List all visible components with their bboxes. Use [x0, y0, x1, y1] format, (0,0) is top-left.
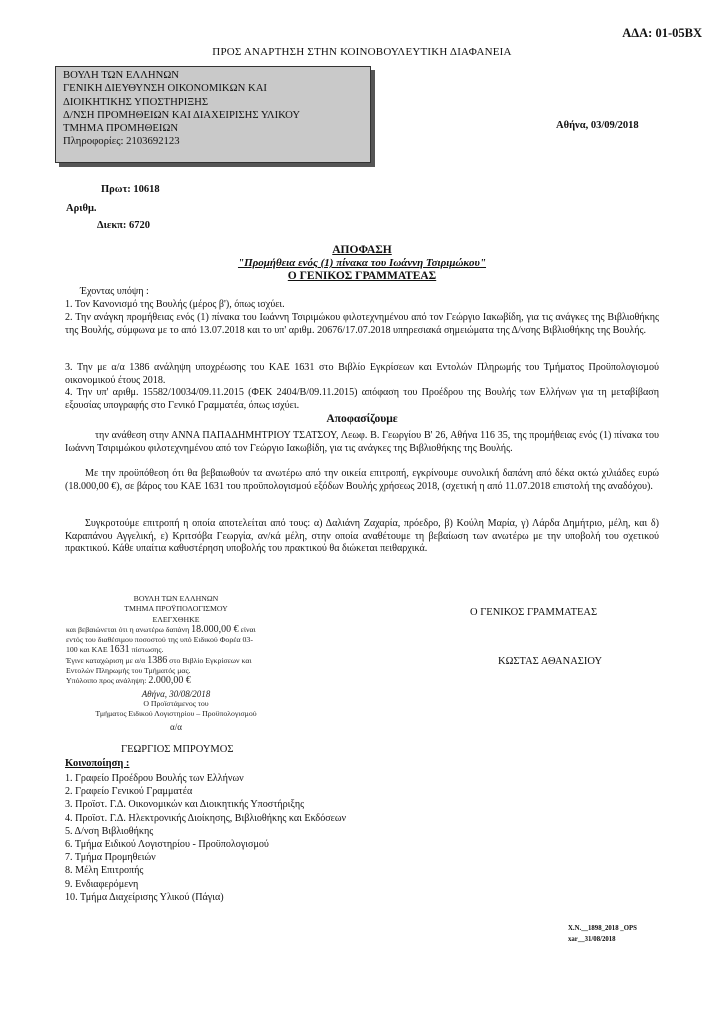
- list-item: 1. Γραφείο Προέδρου Βουλής των Ελλήνων: [65, 773, 244, 784]
- document-subject: "Προμήθεια ενός (1) πίνακα του Ιωάννη Τσιριμώκου": [237, 257, 487, 269]
- signatory-name: ΚΩΣΤΑΣ ΑΘΑΝΑΣΙΟΥ: [498, 656, 603, 667]
- stamp-line: 100 και ΚΑΕ 1631 πίστωσης.: [66, 644, 164, 656]
- list-item: 10. Τμήμα Διαχείρισης Υλικού (Πάγια): [65, 891, 224, 903]
- stamp-line: εντός του διαθέσιμου ποσοστού της υπό Ειδικού Φορέα 03-: [66, 635, 253, 645]
- issuer-title: Ο ΓΕΝΙΚΟΣ ΓΡΑΜΜΑΤΕΑΣ: [287, 270, 437, 282]
- stamp-line: Τμήματος Ειδικού Λογιστηρίου – Προϋπολογισμού: [95, 709, 257, 719]
- considering-item: 3. Την με α/α 1386 ανάληψη υποχρέωσης του ΚΑΕ 1631 στο Βιβλίο Εγκρίσεων και Εντολών Πληρωμής του Τμήματος Προϋπολογισμού οικονομικού έτους 2018.: [65, 362, 659, 386]
- sender-header-box: [55, 66, 371, 163]
- header-line: ΔΙΟΙΚΗΤΙΚΗΣ ΥΠΟΣΤΗΡΙΞΗΣ: [63, 95, 209, 108]
- signatory-title: Ο ΓΕΝΙΚΟΣ ΓΡΑΜΜΑΤΕΑΣ: [470, 607, 598, 618]
- protocol-arithm-label: Αριθμ.: [66, 203, 97, 214]
- list-item: 7. Τμήμα Προμηθειών: [65, 852, 156, 864]
- considering-item: 2. Την ανάγκη προμήθειας ενός (1) πίνακα του Ιωάννη Τσιριμώκου φιλοτεχνημένου από τον Γεώργιο Ιακωβίδη, για τις ανάγκες της Βιβλιοθήκης της Βουλής, σύμφωνα με το από 13.07.2018 και το υπ' αριθμ. 20676/17.07.2018 υπηρεσιακά σημειώματα της Δ/νσης Βιβλιοθήκης της Βουλής.: [65, 312, 659, 336]
- stamp-line: α/α: [170, 721, 182, 732]
- place-date: Αθήνα, 03/09/2018: [556, 120, 639, 131]
- decision-paragraph: την ανάθεση στην ΑΝΝΑ ΠΑΠΑΔΗΜΗΤΡΙΟΥ ΤΣΑΤΣΟΥ, Λεωφ. Β. Γεωργίου Β' 26, Αθήνα 116 35, της προμήθειας ενός (1) πίνακα του Ιωάννη Τσιριμώκου φιλοτεχνημένου από τον Γεώργιο Ιακωβίδη, για τις ανάγκες της Βιβλιοθήκης της Βουλής.: [65, 430, 659, 454]
- stamp-line: ΕΛΕΓΧΘΗΚΕ: [152, 614, 200, 624]
- protocol-number: Πρωτ: 10618: [101, 184, 160, 195]
- publication-note: ΠΡΟΣ ΑΝΑΡΤΗΣΗ ΣΤΗΝ ΚΟΙΝΟΒΟΥΛΕΥΤΙΚΗ ΔΙΑΦΑΝΕΙΑ: [212, 46, 512, 58]
- considering-item: 1. Τον Κανονισμό της Βουλής (μέρος β'), όπως ισχύει.: [65, 299, 285, 310]
- footer-code-date: xar__31/08/2018: [568, 936, 616, 943]
- stamp-line: Υπόλοιπο προς ανάληψη: 2.000,00 €: [66, 675, 191, 687]
- list-item: 3. Προϊστ. Γ.Δ. Οικονομικών και Διοικητικής Υποστήριξης: [65, 799, 305, 811]
- stamp-line: Εντολών Πληρωμής του Τμήματός μας.: [66, 666, 191, 676]
- header-line: ΒΟΥΛΗ ΤΩΝ ΕΛΛΗΝΩΝ: [63, 69, 180, 81]
- stamp-date: Αθήνα, 30/08/2018: [141, 688, 211, 699]
- considering-item: 4. Την υπ' αριθμ. 15582/10034/09.11.2015 (ΦΕΚ 2404/Β/09.11.2015) απόφαση του Προέδρου της Βουλής των Ελλήνων για τη μεταβίβαση εξουσίας υπογραφής στο Γενικό Γραμματέα, όπως ισχύει.: [65, 387, 659, 411]
- considering-intro: Έχοντας υπόψη :: [80, 286, 149, 297]
- dispatch-number: Διεκπ: 6720: [97, 220, 151, 231]
- notification-heading: Κοινοποίηση :: [65, 758, 130, 769]
- decides-heading: Αποφασίζουμε: [326, 413, 398, 425]
- list-item: 5. Δ/νση Βιβλιοθήκης: [65, 825, 154, 837]
- footer-code: Χ.Ν.__1898_2018 _OPS: [568, 925, 637, 932]
- budget-approval-stamp: [66, 594, 286, 732]
- decision-paragraph: Με την προϋπόθεση ότι θα βεβαιωθούν τα ανωτέρω από την οικεία επιτροπή, εγκρίνουμε συνολική δαπάνη από δέκα οκτώ χιλιάδες ευρώ (18.000,00 €), σε βάρος του ΚΑΕ 1631 του προϋπολογισμού εξόδων Βουλής χρήσεως 2018, (σχετική η από 11.07.2018 επιστολή της αναδόχου).: [65, 468, 659, 492]
- header-line: Πληροφορίες: 2103692123: [63, 135, 180, 148]
- list-item: 8. Μέλη Επιτροπής: [65, 865, 144, 877]
- budget-officer-name: ΓΕΩΡΓΙΟΣ ΜΠΡΟΥΜΟΣ: [121, 744, 234, 755]
- list-item: 6. Τμήμα Ειδικού Λογιστηρίου - Προϋπολογισμού: [65, 839, 269, 851]
- stamp-line: και βεβαιώνεται ότι η ανωτέρω δαπάνη 18.000,00 € είναι: [66, 623, 256, 635]
- header-line: Δ/ΝΣΗ ΠΡΟΜΗΘΕΙΩΝ ΚΑΙ ΔΙΑΧΕΙΡΙΣΗΣ ΥΛΙΚΟΥ: [63, 108, 301, 121]
- decision-paragraph: Συγκροτούμε επιτροπή η οποία αποτελείται από τους: α) Δαλιάνη Ζαχαρία, πρόεδρο, β) Κούλη Μαρία, γ) Λάρδα Δημήτριο, μέλη, και δ) Καραπάνου Αγγελική, ε) Κριτσόβα Γεωργία, αν/κά μέλη, στην οποία αναθέτουμε τη βεβαίωση των ανωτέρω με την υποβολή του σχετικού πρακτικού. Κάθε υπαίτια καθυστέρηση υποβολής του πρακτικού θα διώκεται πειθαρχικά.: [65, 518, 659, 555]
- document-title: ΑΠΟΦΑΣΗ: [332, 244, 392, 256]
- header-line: ΓΕΝΙΚΗ ΔΙΕΥΘΥΝΣΗ ΟΙΚΟΝΟΜΙΚΩΝ ΚΑΙ: [63, 82, 267, 95]
- stamp-line: ΤΜΗΜΑ ΠΡΟΫΠΟΛΟΓΙΣΜΟΥ: [124, 604, 228, 614]
- header-line: ΤΜΗΜΑ ΠΡΟΜΗΘΕΙΩΝ: [63, 122, 179, 135]
- list-item: 4. Προϊστ. Γ.Δ. Ηλεκτρονικής Διοίκησης, Βιβλιοθήκης και Εκδόσεων: [65, 812, 347, 824]
- list-item: 9. Ενδιαφερόμενη: [65, 878, 139, 890]
- ada-code: ΑΔΑ: 01-05ΒΧ: [622, 26, 702, 40]
- stamp-line: ΒΟΥΛΗ ΤΩΝ ΕΛΛΗΝΩΝ: [133, 594, 219, 603]
- notification-list: [65, 772, 346, 904]
- stamp-line: Ο Προϊστάμενος του: [143, 698, 209, 708]
- list-item: 2. Γραφείο Γενικού Γραμματέα: [65, 786, 193, 798]
- stamp-line: Έγινε καταχώριση με α/α 1386 στο Βιβλίο Εγκρίσεων και: [66, 654, 252, 666]
